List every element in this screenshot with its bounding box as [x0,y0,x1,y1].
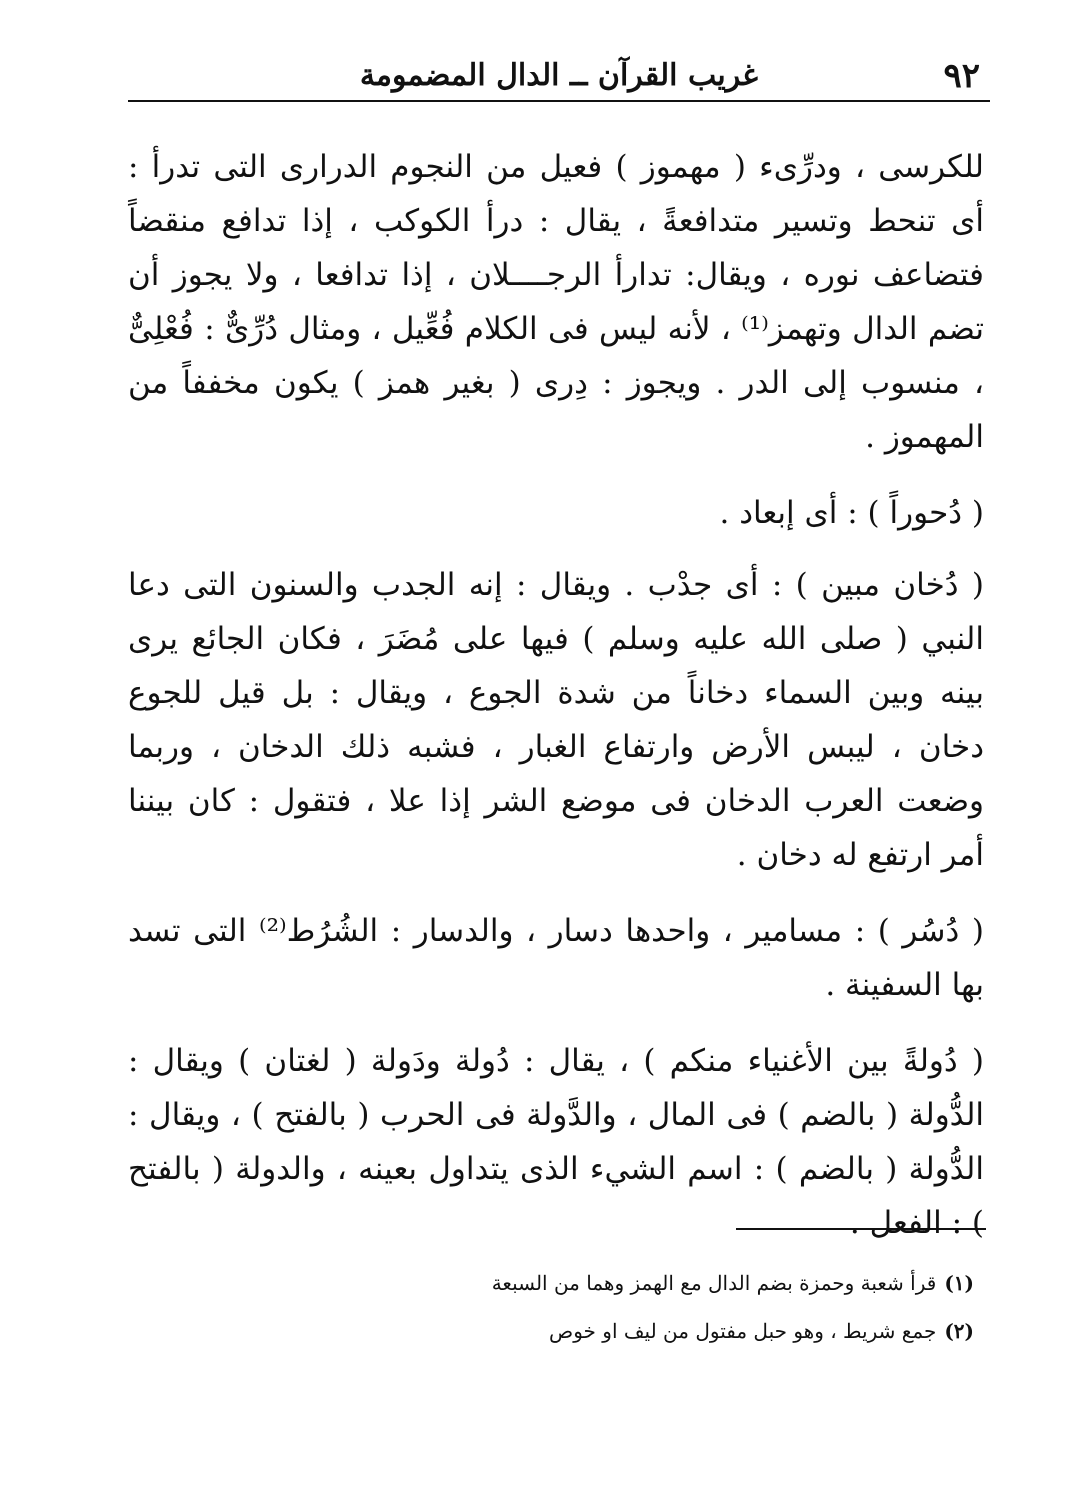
paragraph-durriy: للكرسى ، ودرِّىء ( مهموز ) فعيل من النجوم الدرارى التى تدرأ : أى تنحط وتسير متدافعةً ، يقال : درأ الكوكب ، إذا تدافع منقضاً فتضاعف نوره ، ويقال: تدارأ الرجــــلان ، إذا تدافعا ، ولا يجوز أن تضم الدال وتهمز⁽¹⁾ ، لأنه ليس فى الكلام فُعِّيل ، ومثال دُرِّىٌّ : فُعْلِىٌّ ، منسوب إلى الدر . ويجوز : دِرى ( بغير همز ) يكون مخففاً من المهموز . [128,149,985,455]
footnotes [374,1266,974,1362]
paragraph-dukhan: ( دُخان مبين ) : أى جدْب . ويقال : إنه الجدب والسنون التى دعا النبي ( صلى الله عليه وسلم ) فيها على مُضَرَ ، فكان الجائع يرى بينه وبين السماء دخاناً من شدة الجوع ، ويقال : بل قيل للجوع دخان ، ليبس الأرض وارتفاع الغبار ، فشبه ذلك الدخان ، وربما وضعت العرب الدخان فى موضع الشر إذا علا ، فتقول : كان بيننا أمر ارتفع له دخان . [128,567,984,873]
footnote-2 [374,1314,974,1348]
page-number: ٩٢ [943,56,980,96]
footnote-text: قرأ شعبة وحمزة بضم الدال مع الهمز وهما من السبعة [491,1271,937,1295]
header-rule [128,100,990,102]
footnote-number: (٢) [944,1319,974,1343]
footnote-number: (١) [944,1271,974,1295]
paragraph-dusur: ( دُسُر ) : مسامير ، واحدها دسار ، والدسار : الشُرُط⁽²⁾ التى تسد بها السفينة . [128,913,984,1003]
footnote-rule [736,1228,986,1230]
page-header [128,52,988,98]
footnote-text: جمع شريط ، وهو حبل مفتول من ليف او خوص [549,1319,937,1343]
body-text [128,140,984,1272]
footnote-1 [374,1266,974,1300]
running-title: غريب القرآن ــ الدال المضمومة [359,58,758,93]
paragraph-duhur: ( دُحوراً ) : أى إبعاد . [719,495,984,531]
paragraph-dula: ( دُولةً بين الأغنياء منكم ) ، يقال : دُولة ودَولة ( لغتان ) ويقال : الدُّولة ( بالضم ) فى المال ، والدَّولة فى الحرب ( بالفتح ) ، ويقال : الدُّولة ( بالضم ) : اسم الشيء الذى يتداول بعينه ، والدولة ( بالفتح ) : الفعل . [128,1043,984,1241]
